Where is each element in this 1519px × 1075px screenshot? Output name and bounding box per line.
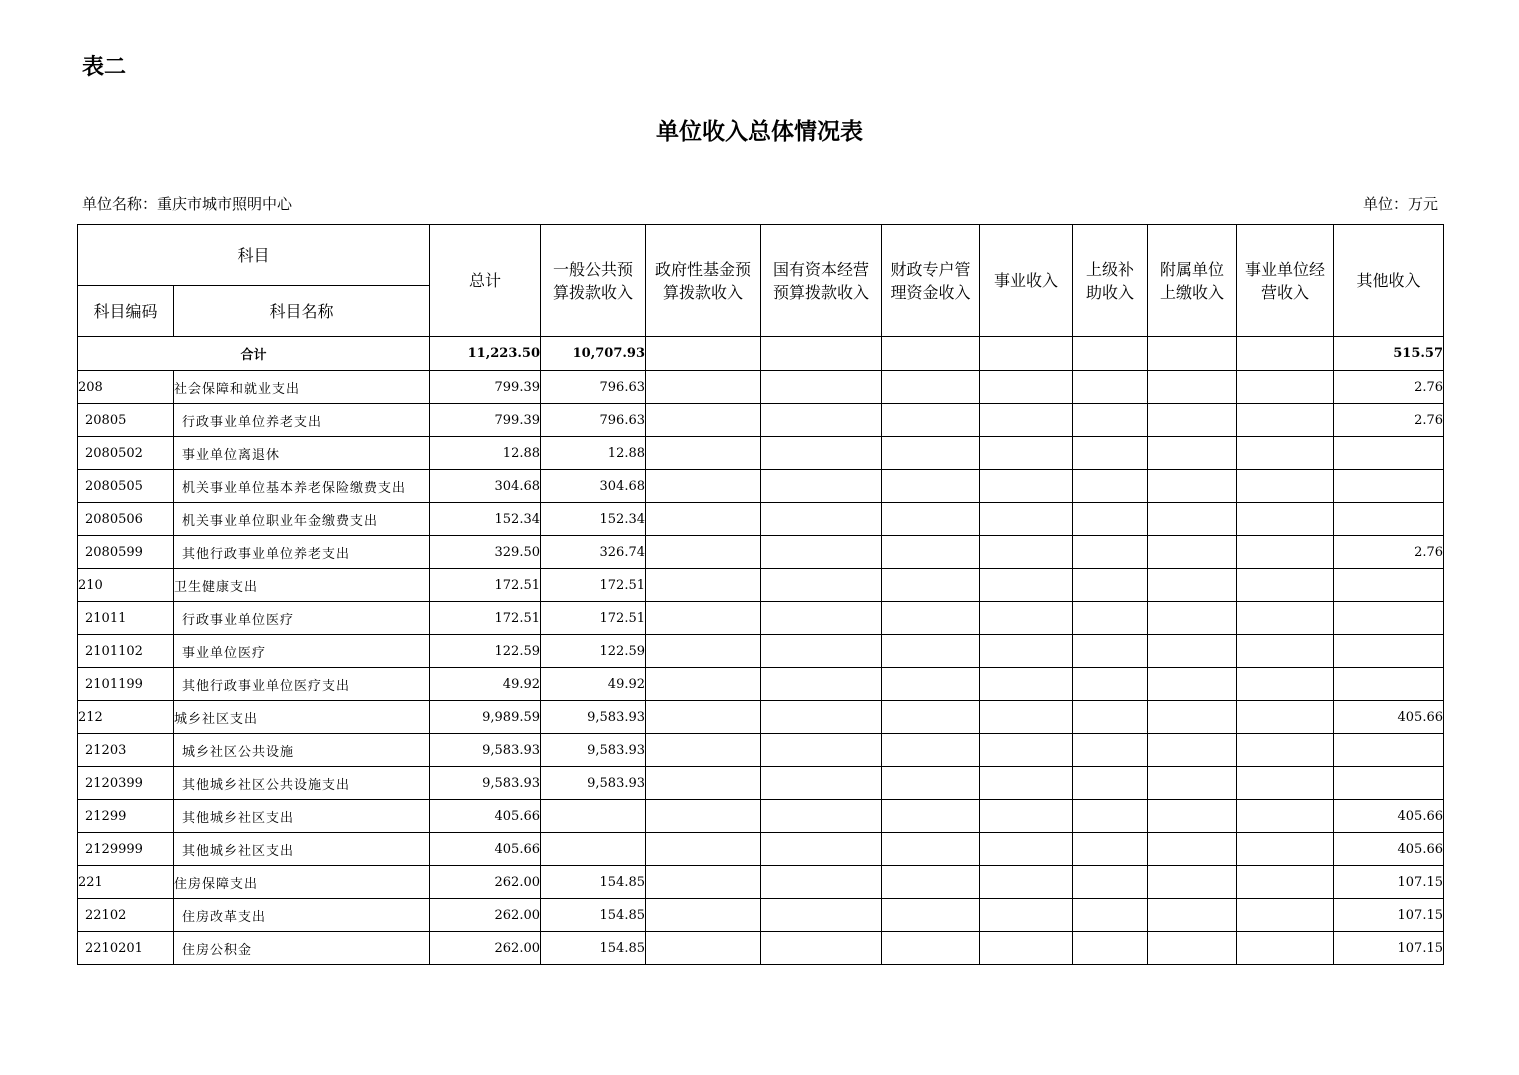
total-general: 10,707.93 [541, 337, 646, 371]
row-name: 住房改革支出 [174, 899, 430, 932]
row-code: 2101199 [78, 668, 174, 701]
row-total: 152.34 [430, 503, 541, 536]
row-other: 107.15 [1334, 866, 1444, 899]
row-general: 304.68 [541, 470, 646, 503]
row-general: 9,583.93 [541, 734, 646, 767]
row-code: 21203 [78, 734, 174, 767]
row-total: 262.00 [430, 932, 541, 965]
header-subject-name: 科目名称 [174, 286, 430, 337]
table-row [78, 470, 1444, 503]
table-row [78, 734, 1444, 767]
row-other [1334, 635, 1444, 668]
row-other [1334, 470, 1444, 503]
row-general: 172.51 [541, 569, 646, 602]
table-row [78, 866, 1444, 899]
row-other [1334, 503, 1444, 536]
table-row [78, 569, 1444, 602]
row-name: 其他城乡社区公共设施支出 [174, 767, 430, 800]
table-row [78, 668, 1444, 701]
table-row [78, 833, 1444, 866]
row-general: 152.34 [541, 503, 646, 536]
table-row [78, 503, 1444, 536]
row-name: 住房公积金 [174, 932, 430, 965]
row-general: 154.85 [541, 932, 646, 965]
row-code: 2080502 [78, 437, 174, 470]
row-code: 2120399 [78, 767, 174, 800]
row-general: 154.85 [541, 899, 646, 932]
row-name: 其他城乡社区支出 [174, 833, 430, 866]
row-name: 其他行政事业单位医疗支出 [174, 668, 430, 701]
table-row [78, 536, 1444, 569]
row-other: 405.66 [1334, 800, 1444, 833]
row-code: 2080505 [78, 470, 174, 503]
row-total: 9,583.93 [430, 734, 541, 767]
row-name: 机关事业单位职业年金缴费支出 [174, 503, 430, 536]
row-total: 262.00 [430, 866, 541, 899]
row-general: 12.88 [541, 437, 646, 470]
row-total: 405.66 [430, 800, 541, 833]
unit-label: 单位：万元 [1362, 195, 1438, 213]
row-code: 208 [78, 371, 174, 404]
table-row [78, 371, 1444, 404]
row-general [541, 800, 646, 833]
row-name: 城乡社区支出 [174, 701, 430, 734]
header-affiliated-income: 附属单位上缴收入 [1148, 225, 1237, 337]
row-total: 405.66 [430, 833, 541, 866]
row-total: 9,989.59 [430, 701, 541, 734]
row-other: 405.66 [1334, 701, 1444, 734]
header-gov-fund: 政府性基金预算拨款收入 [646, 225, 761, 337]
row-code: 2080599 [78, 536, 174, 569]
table-row [78, 602, 1444, 635]
row-code: 21011 [78, 602, 174, 635]
row-other: 2.76 [1334, 371, 1444, 404]
row-name: 行政事业单位医疗 [174, 602, 430, 635]
table-row [78, 899, 1444, 932]
header-total: 总计 [430, 225, 541, 337]
row-general: 49.92 [541, 668, 646, 701]
row-code: 21299 [78, 800, 174, 833]
row-other: 2.76 [1334, 404, 1444, 437]
row-code: 2080506 [78, 503, 174, 536]
row-general: 154.85 [541, 866, 646, 899]
row-total: 172.51 [430, 569, 541, 602]
total-row [78, 337, 1444, 371]
row-code: 20805 [78, 404, 174, 437]
row-other: 2.76 [1334, 536, 1444, 569]
row-general: 172.51 [541, 602, 646, 635]
row-other: 107.15 [1334, 899, 1444, 932]
row-code: 221 [78, 866, 174, 899]
row-general: 796.63 [541, 371, 646, 404]
row-code: 2129999 [78, 833, 174, 866]
table-row [78, 701, 1444, 734]
header-subject: 科目 [78, 225, 430, 286]
income-table [77, 224, 1444, 965]
header-superior-subsidy: 上级补助收入 [1073, 225, 1148, 337]
header-state-capital: 国有资本经营预算拨款收入 [761, 225, 882, 337]
row-other [1334, 767, 1444, 800]
table-row [78, 404, 1444, 437]
row-total: 329.50 [430, 536, 541, 569]
unit-name: 单位名称：重庆市城市照明中心 [82, 195, 293, 213]
header-business-operation: 事业单位经营收入 [1237, 225, 1334, 337]
row-other [1334, 437, 1444, 470]
header-fiscal-special: 财政专户管理资金收入 [882, 225, 980, 337]
row-total: 12.88 [430, 437, 541, 470]
row-total: 9,583.93 [430, 767, 541, 800]
total-other: 515.57 [1334, 337, 1444, 371]
page-title: 单位收入总体情况表 [656, 118, 863, 145]
row-total: 304.68 [430, 470, 541, 503]
row-name: 事业单位医疗 [174, 635, 430, 668]
row-other [1334, 602, 1444, 635]
table-row [78, 437, 1444, 470]
row-code: 2210201 [78, 932, 174, 965]
row-total: 49.92 [430, 668, 541, 701]
header-general-budget: 一般公共预算拨款收入 [541, 225, 646, 337]
row-name: 机关事业单位基本养老保险缴费支出 [174, 470, 430, 503]
row-code: 212 [78, 701, 174, 734]
row-name: 住房保障支出 [174, 866, 430, 899]
row-name: 卫生健康支出 [174, 569, 430, 602]
row-code: 2101102 [78, 635, 174, 668]
total-total: 11,223.50 [430, 337, 541, 371]
row-other [1334, 734, 1444, 767]
header-other-income: 其他收入 [1334, 225, 1444, 337]
table-label: 表二 [82, 55, 127, 80]
row-general: 326.74 [541, 536, 646, 569]
row-name: 其他行政事业单位养老支出 [174, 536, 430, 569]
header-business-income: 事业收入 [980, 225, 1073, 337]
table-row [78, 635, 1444, 668]
row-other [1334, 668, 1444, 701]
row-other: 405.66 [1334, 833, 1444, 866]
row-other [1334, 569, 1444, 602]
table-row [78, 800, 1444, 833]
table-row [78, 932, 1444, 965]
row-name: 事业单位离退休 [174, 437, 430, 470]
total-label: 合计 [78, 337, 430, 371]
row-general: 9,583.93 [541, 701, 646, 734]
header-subject-code: 科目编码 [78, 286, 174, 337]
row-general: 9,583.93 [541, 767, 646, 800]
row-code: 210 [78, 569, 174, 602]
row-total: 799.39 [430, 404, 541, 437]
row-total: 122.59 [430, 635, 541, 668]
table-row [78, 767, 1444, 800]
row-general [541, 833, 646, 866]
row-total: 172.51 [430, 602, 541, 635]
row-general: 122.59 [541, 635, 646, 668]
row-other: 107.15 [1334, 932, 1444, 965]
row-name: 社会保障和就业支出 [174, 371, 430, 404]
row-name: 其他城乡社区支出 [174, 800, 430, 833]
row-name: 城乡社区公共设施 [174, 734, 430, 767]
row-code: 22102 [78, 899, 174, 932]
row-total: 799.39 [430, 371, 541, 404]
row-general: 796.63 [541, 404, 646, 437]
row-total: 262.00 [430, 899, 541, 932]
row-name: 行政事业单位养老支出 [174, 404, 430, 437]
